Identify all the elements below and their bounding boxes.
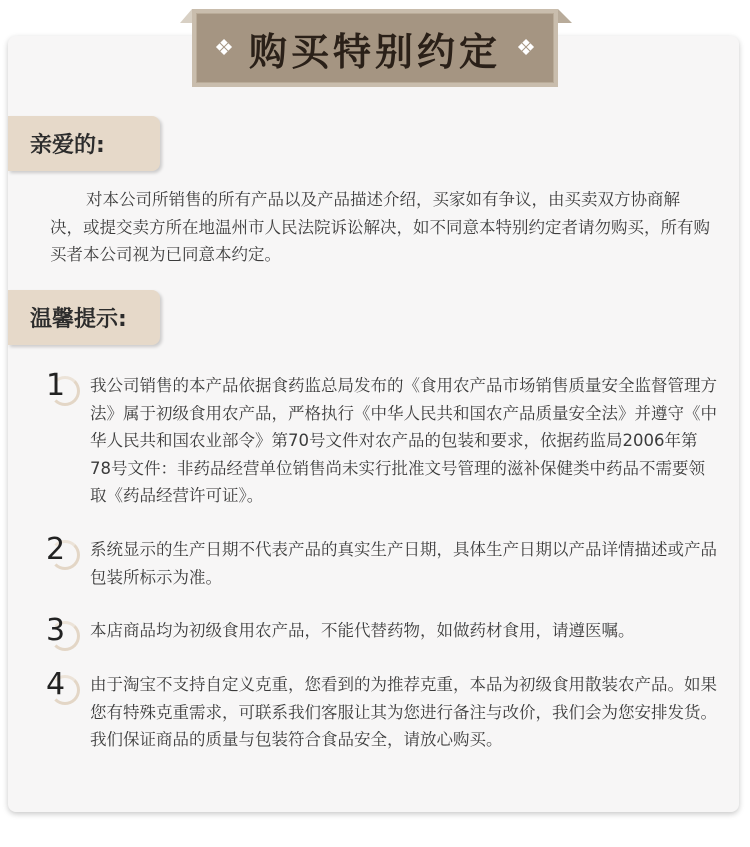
intro-paragraph: 对本公司所销售的所有产品以及产品描述介绍，买家如有争议，由买卖双方协商解决，或提交卖方所在地温州市人民法院诉讼解决，如不同意本特别约定者请勿购买，所有购买者本公司视为已同意本约定。 (50, 190, 710, 264)
diamond-ornament-icon: ❖ (516, 35, 536, 61)
page-title: 购买特别约定 (248, 28, 501, 74)
tip-number: 2 (46, 532, 66, 567)
banner-fold-right (558, 9, 572, 23)
banner-fold-left (180, 9, 192, 23)
number-badge (40, 532, 82, 574)
number-badge (40, 613, 82, 655)
tip-text: 本店商品均为初级食用农产品，不能代替药物，如做药材食用，请遵医嘱。 (90, 621, 635, 640)
banner-frame (192, 9, 558, 87)
banner-plate (196, 13, 554, 83)
tip-text: 我公司销售的本产品依据食药监总局发布的《食用农产品市场销售质量安全监督管理方法》属于初级食用农产品，严格执行《中华人民共和国农产品质量安全法》并遵守《中华人民共和国农业部令》第70号文件对农产品的包装和要求，依据药监局2006年第78号文件：非药品经营单位销售尚未实行批准文号管理的滋补保健类中药品不需要领取《药品经营许可证》。 (90, 376, 717, 505)
tip-text: 系统显示的生产日期不代表产品的真实生产日期，具体生产日期以产品详情描述或产品包装所标示为准。 (90, 540, 717, 587)
number-badge (40, 368, 82, 410)
title-banner (192, 9, 558, 87)
tip-number: 1 (46, 368, 66, 403)
section-label-tips: 温馨提示: (8, 290, 160, 345)
section-label-dear: 亲爱的: (8, 116, 160, 171)
tip-number: 3 (46, 613, 66, 648)
number-badge (40, 667, 82, 709)
diamond-ornament-icon: ❖ (214, 35, 234, 61)
tip-number: 4 (46, 667, 66, 702)
tip-text: 由于淘宝不支持自定义克重，您看到的为推荐克重，本品为初级食用散装农产品。如果您有特殊克重需求，可联系我们客服让其为您进行备注与改价，我们会为您安排发货。我们保证商品的质量与包装符合食品安全，请放心购买。 (90, 675, 717, 749)
